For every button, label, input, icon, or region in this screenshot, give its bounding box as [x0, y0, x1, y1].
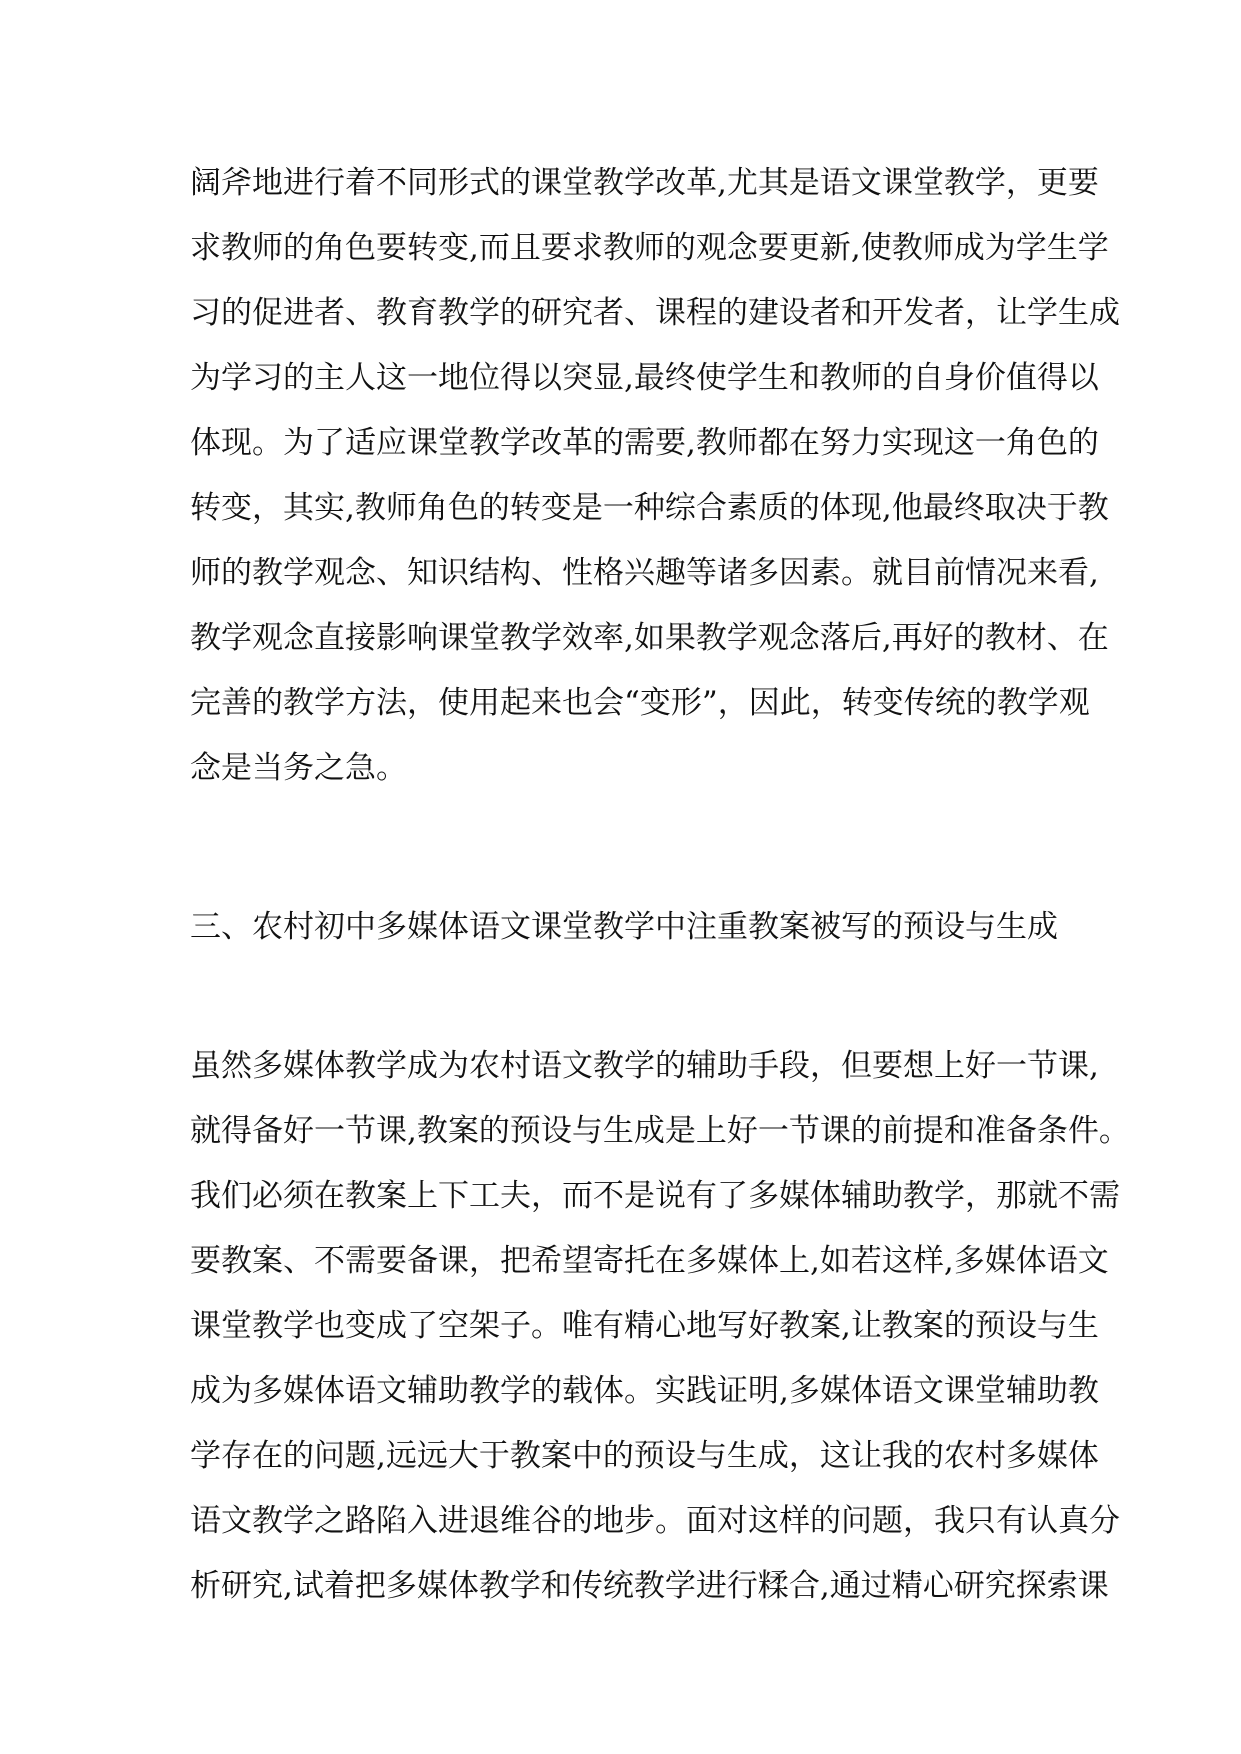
text-line: 求教师的角色要转变,而且要求教师的观念要更新,使教师成为学生学	[190, 230, 1109, 266]
text-line: 转变，其实,教师角色的转变是一种综合素质的体现,他最终取决于教	[190, 490, 1109, 526]
text-line: 为学习的主人这一地位得以突显,最终使学生和教师的自身价值得以	[190, 360, 1099, 396]
text-line: 我们必须在教案上下工夫，而不是说有了多媒体辅助教学，那就不需	[190, 1178, 1120, 1214]
text-line: 教学观念直接影响课堂教学效率,如果教学观念落后,再好的教材、在	[190, 620, 1109, 656]
text-line: 虽然多媒体教学成为农村语文教学的辅助手段，但要想上好一节课,	[190, 1048, 1099, 1084]
paragraph-2	[190, 1034, 1130, 1619]
text-line: 要教案、不需要备课，把希望寄托在多媒体上,如若这样,多媒体语文	[190, 1243, 1109, 1279]
section-heading-text: 三、农村初中多媒体语文课堂教学中注重教案被写的预设与生成	[190, 909, 1058, 945]
text-line: 就得备好一节课,教案的预设与生成是上好一节课的前提和准备条件。	[190, 1113, 1130, 1149]
paragraph-1	[190, 151, 1120, 801]
text-line: 师的教学观念、知识结构、性格兴趣等诸多因素。就目前情况来看,	[190, 555, 1099, 591]
text-line: 析研究,试着把多媒体教学和传统教学进行糅合,通过精心研究探索课	[190, 1568, 1109, 1604]
text-line: 阔斧地进行着不同形式的课堂教学改革,尤其是语文课堂教学，更要	[190, 165, 1099, 201]
text-line: 念是当务之急。	[190, 750, 407, 786]
text-line: 成为多媒体语文辅助教学的载体。实践证明,多媒体语文课堂辅助教	[190, 1373, 1099, 1409]
text-line: 语文教学之路陷入进退维谷的地步。面对这样的问题，我只有认真分	[190, 1503, 1120, 1539]
text-line: 习的促进者、教育教学的研究者、课程的建设者和开发者，让学生成	[190, 295, 1120, 331]
text-line: 体现。为了适应课堂教学改革的需要,教师都在努力实现这一角色的	[190, 425, 1099, 461]
text-line: 课堂教学也变成了空架子。唯有精心地写好教案,让教案的预设与生	[190, 1308, 1099, 1344]
text-line: 学存在的问题,远远大于教案中的预设与生成，这让我的农村多媒体	[190, 1438, 1099, 1474]
section-heading	[190, 895, 1070, 960]
text-line: 完善的教学方法，使用起来也会“变形”，因此，转变传统的教学观	[190, 685, 1090, 721]
